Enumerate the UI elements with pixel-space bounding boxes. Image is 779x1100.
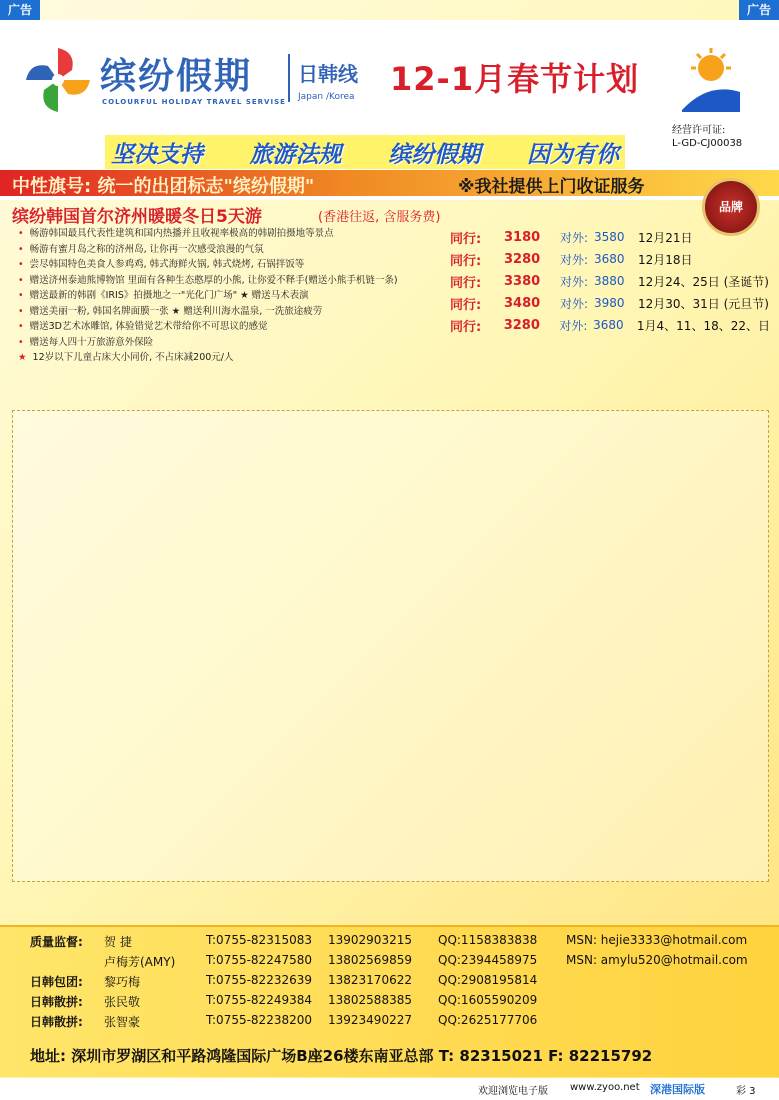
price-row — [450, 314, 770, 336]
feature-item — [18, 226, 438, 242]
website-link[interactable]: www.zyoo.net — [570, 1082, 640, 1093]
feature-item — [18, 273, 438, 289]
departure-dates: 12月24、25日 (圣诞节) — [638, 274, 769, 289]
feature-text: 赠送济州泰迪熊博物馆 里面有各种生态憨厚的小熊, 让你爱不释手(赠送小熊手机链一条) — [29, 274, 398, 286]
price-row — [450, 248, 770, 270]
price-row — [450, 270, 770, 292]
contact-mobile: 13802569859 — [328, 953, 412, 967]
peer-label: 同行: — [450, 319, 482, 335]
ad-label-left: 广告 — [0, 0, 40, 20]
peer-label: 同行: — [450, 275, 482, 291]
price-row — [450, 292, 770, 314]
license-label: 经营许可证: — [672, 125, 726, 136]
contact-phone: T:0755-82249384 — [206, 993, 313, 1007]
contact-phone: T:0755-82232639 — [206, 973, 313, 987]
public-price: 3680 — [594, 252, 625, 266]
feature-text: 12岁以下儿童占床大小同价, 不占床减200元/人 — [32, 352, 234, 363]
flag-text: 中性旗号: 统一的出团标志"缤纷假期" — [12, 176, 315, 197]
public-price: 3880 — [594, 274, 625, 288]
contact-name: 张民敬 — [104, 995, 141, 1009]
contact-qq: QQ:2394458975 — [438, 953, 538, 967]
contact-mobile: 13823170622 — [328, 973, 412, 987]
contact-role: 日韩包团: — [30, 975, 83, 989]
feature-item — [18, 242, 438, 258]
feature-text: 尝尽韩国特色美食人参鸡鸡, 韩式海鲜火锅, 韩式烧烤, 石锅拌饭等 — [29, 259, 305, 270]
contact-name: 贺 捷 — [104, 935, 132, 949]
pinwheel-logo-icon — [22, 44, 94, 116]
brand-name: 缤纷假期 — [100, 56, 253, 97]
feature-text: 畅游有蜜月岛之称的济州岛, 让你再一次感受浪漫的气氛 — [29, 243, 264, 255]
other-tours-region — [12, 410, 769, 882]
public-label: 对外: — [560, 274, 589, 289]
peer-price: 3280 — [504, 251, 541, 267]
public-label: 对外: — [559, 318, 588, 333]
contact-name: 黎巧梅 — [104, 975, 141, 989]
bullet-icon: • — [18, 290, 24, 301]
slogan-bar — [105, 135, 625, 169]
peer-price: 3180 — [504, 229, 541, 245]
contact-mobile: 13923490227 — [328, 1013, 412, 1027]
license-info — [672, 124, 776, 150]
edition-name: 深港国际版 — [650, 1083, 705, 1096]
price-row — [450, 226, 770, 248]
contact-role: 质量监督: — [30, 935, 83, 949]
slogan-2: 旅游法规 — [249, 141, 342, 168]
contact-qq: QQ:2908195814 — [438, 973, 538, 987]
feature-item — [18, 288, 438, 304]
route-name-en: Japan /Korea — [298, 92, 355, 102]
contact-msn: MSN: amylu520@hotmail.com — [566, 953, 748, 967]
contact-phone: T:0755-82238200 — [206, 1013, 313, 1027]
peer-price: 3380 — [504, 273, 541, 289]
ad-label-right: 广告 — [739, 0, 779, 20]
contact-name: 张智豪 — [104, 1015, 141, 1029]
contact-footer — [0, 925, 779, 1077]
public-price: 3980 — [594, 296, 625, 310]
bullet-icon: • — [18, 305, 24, 317]
office-address: 地址: 深圳市罗湖区和平路鸿隆国际广场B座26楼东南亚总部 T: 82315021 F: 82215792 — [30, 1047, 653, 1065]
flag-banner — [0, 170, 779, 196]
peer-label: 同行: — [450, 231, 482, 247]
public-price: 3580 — [594, 230, 625, 244]
contact-phone: T:0755-82315083 — [206, 933, 313, 947]
contact-qq: QQ:2625177706 — [438, 1013, 538, 1027]
bullet-icon: • — [18, 336, 24, 348]
peer-label: 同行: — [450, 253, 482, 269]
feature-item — [18, 257, 438, 273]
feature-list — [18, 226, 438, 366]
bullet-icon: • — [18, 228, 24, 239]
bottom-strip — [0, 1078, 779, 1100]
feature-item — [18, 335, 438, 351]
bullet-icon: • — [18, 243, 24, 255]
header — [0, 20, 779, 214]
bullet-icon: • — [18, 321, 24, 332]
bullet-icon: • — [18, 274, 24, 286]
slogan-4: 因为有你 — [526, 141, 619, 168]
contact-phone: T:0755-82247580 — [206, 953, 313, 967]
departure-dates: 12月18日 — [638, 252, 693, 267]
public-label: 对外: — [560, 230, 589, 245]
peer-price: 3480 — [504, 295, 541, 311]
brand-divider — [288, 54, 290, 102]
public-label: 对外: — [560, 252, 589, 267]
tour-title: 缤纷韩国首尔济州暖暖冬日5天游 — [12, 207, 262, 227]
campaign-title: 12-1月春节计划 — [390, 60, 640, 98]
contact-qq: QQ:1605590209 — [438, 993, 538, 1007]
departure-dates: 12月21日 — [638, 230, 693, 245]
contact-qq: QQ:1158383838 — [438, 933, 538, 947]
sun-logo-icon — [678, 46, 744, 116]
peer-price: 3280 — [503, 317, 540, 333]
contact-name: 卢梅芳(AMY) — [104, 955, 176, 969]
feature-text: 赠送最新的韩剧《IRIS》拍摄地之一"光化门广场" ★ 赠送马术表演 — [29, 290, 309, 301]
brand-name-en: COLOURFUL HOLIDAY TRAVEL SERVISE — [102, 98, 286, 106]
feature-text: 赠送美丽一粉, 韩国名牌面膜一张 ★ 赠送利川海水温泉, 一洗旅途疲劳 — [29, 305, 323, 317]
brand-badge: 品牌 — [702, 178, 760, 236]
slogan-3: 缤纷假期 — [388, 141, 481, 168]
star-icon: ★ — [18, 352, 27, 363]
departure-dates: 12月30、31日 (元旦节) — [638, 296, 769, 311]
departure-dates: 1月4、11、18、22、日 — [636, 318, 770, 333]
contact-mobile: 13802588385 — [328, 993, 412, 1007]
page-number: 彩 3 — [736, 1086, 756, 1097]
public-label: 对外: — [560, 296, 589, 311]
feature-item — [18, 319, 438, 335]
peer-label: 同行: — [450, 297, 482, 313]
feature-item — [18, 350, 438, 366]
browse-note: 欢迎浏览电子版 — [478, 1086, 548, 1097]
license-number: L-GD-CJ00038 — [672, 138, 743, 149]
feature-item — [18, 304, 438, 320]
contact-role: 日韩散拼: — [30, 995, 83, 1009]
tour-subtitle: (香港往返, 含服务费) — [318, 210, 441, 225]
contact-role: 日韩散拼: — [30, 1015, 83, 1029]
price-table — [450, 226, 770, 336]
slogan-1: 坚决支持 — [111, 141, 203, 168]
tour-section — [0, 202, 779, 402]
public-price: 3680 — [593, 318, 624, 332]
contact-mobile: 13902903215 — [328, 933, 412, 947]
feature-text: 赠送每人四十万旅游意外保险 — [29, 336, 154, 348]
route-name: 日韩线 — [298, 62, 358, 86]
bullet-icon: • — [18, 259, 24, 270]
service-note: ※我社提供上门收证服务 — [458, 177, 645, 197]
contact-msn: MSN: hejie3333@hotmail.com — [566, 933, 748, 947]
feature-text: 畅游韩国最具代表性建筑和国内热播并且收视率极高的韩剧拍摄地等景点 — [29, 228, 334, 239]
feature-text: 赠送3D艺术冰雕馆, 体验错觉艺术带给你不可思议的感觉 — [29, 321, 268, 332]
